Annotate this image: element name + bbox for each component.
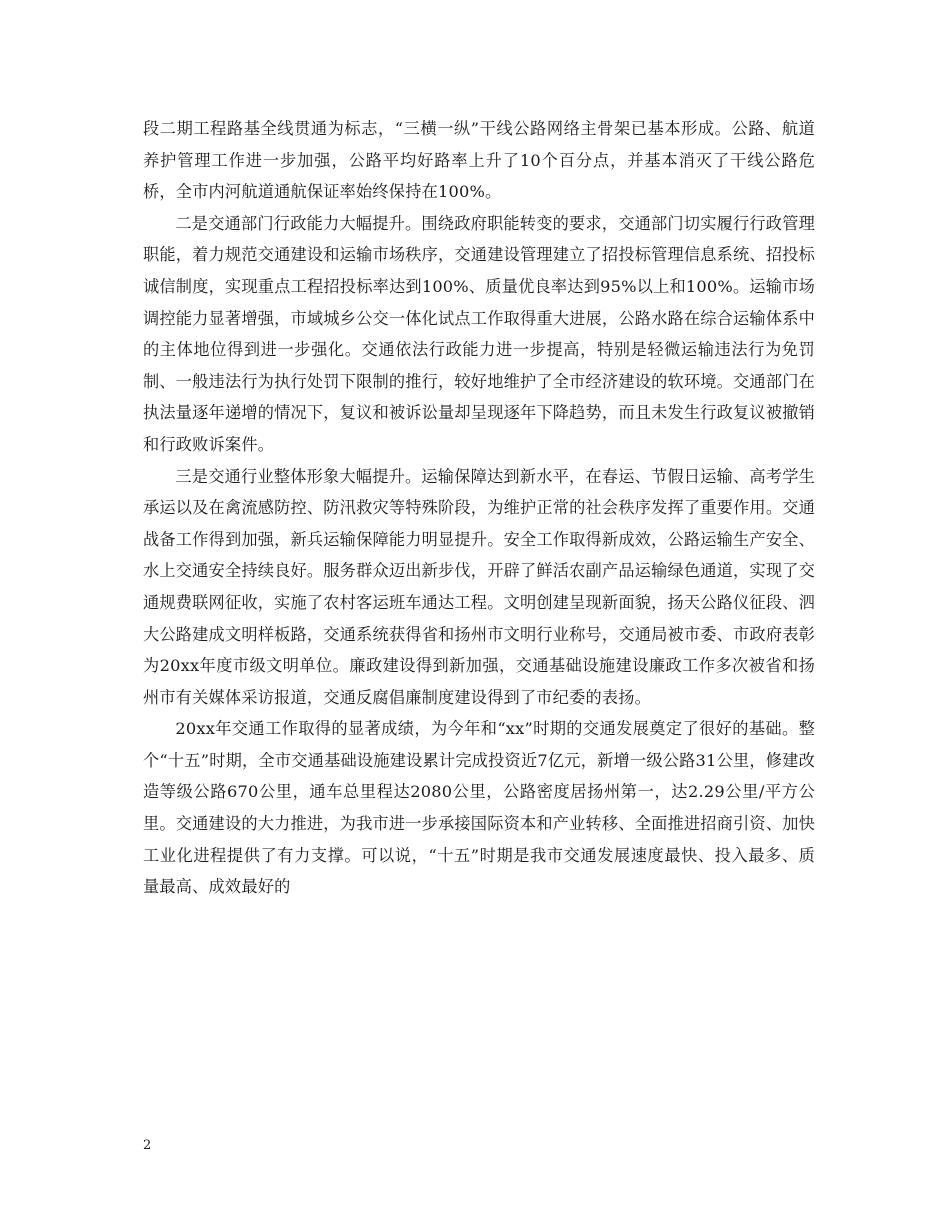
paragraph-achievements-summary: 20xx年交通工作取得的显著成绩，为今年和“xx”时期的交通发展奠定了很好的基础。整个“十五”时期，全市交通基础设施建设累计完成投资近7亿元，新增一级公路31公里，修建改造等级公路670公里，通车总里程达2080公里，公路密度居扬州第一，达2.29公里/平方公里。交通建设的大力推进，为我市进一步承接国际资本和产业转移、全面推进招商引资、加快工业化进程提供了有力支撑。可以说，“十五”时期是我市交通发展速度最快、投入最多、质量最高、成效最好的: [143, 719, 815, 897]
paragraph-industry-image: 三是交通行业整体形象大幅提升。运输保障达到新水平，在春运、节假日运输、高考学生承运以及在禽流感防控、防汛救灾等特殊阶段，为维护正常的社会秩序发挥了重要作用。交通战备工作得到加强，新兵运输保障能力明显提升。安全工作取得新成效，公路运输生产安全、水上交通安全持续良好。服务群众迈出新步伐，开辟了鲜活农副产品运输绿色通道，实现了交通规费联网征收，实施了农村客运班车通达工程。文明创建呈现新面貌，扬天公路仪征段、泗大公路建成文明样板路，交通系统获得省和扬州市文明行业称号，交通局被市委、市政府表彰为20xx年度市级文明单位。廉政建设得到新加强，交通基础设施建设廉政工作多次被省和扬州市有关媒体采访报道，交通反腐倡廉制度建设得到了市纪委的表扬。: [143, 466, 815, 707]
document-body: [143, 113, 815, 903]
page-number: 2: [143, 1138, 152, 1153]
paragraph-continued: 段二期工程路基全线贯通为标志，“三横一纵”干线公路网络主骨架已基本形成。公路、航道养护管理工作进一步加强，公路平均好路率上升了10个百分点，并基本消灭了干线公路危桥，全市内河航道通航保证率始终保持在100%。: [143, 119, 815, 202]
paragraph-administrative-capacity: 二是交通部门行政能力大幅提升。围绕政府职能转变的要求，交通部门切实履行行政管理职能，着力规范交通建设和运输市场秩序，交通建设管理建立了招投标管理信息系统、招投标诚信制度，实现重点工程招投标率达到100%、质量优良率达到95%以上和100%。运输市场调控能力显著增强，市域城乡公交一体化试点工作取得重大进展，公路水路在综合运输体系中的主体地位得到进一步强化。交通依法行政能力进一步提高，特别是轻微运输违法行为免罚制、一般违法行为执行处罚下限制的推行，较好地维护了全市经济建设的软环境。交通部门在执法量逐年递增的情况下，复议和被诉讼量却呈现逐年下降趋势，而且未发生行政复议被撤销和行政败诉案件。: [143, 213, 815, 454]
